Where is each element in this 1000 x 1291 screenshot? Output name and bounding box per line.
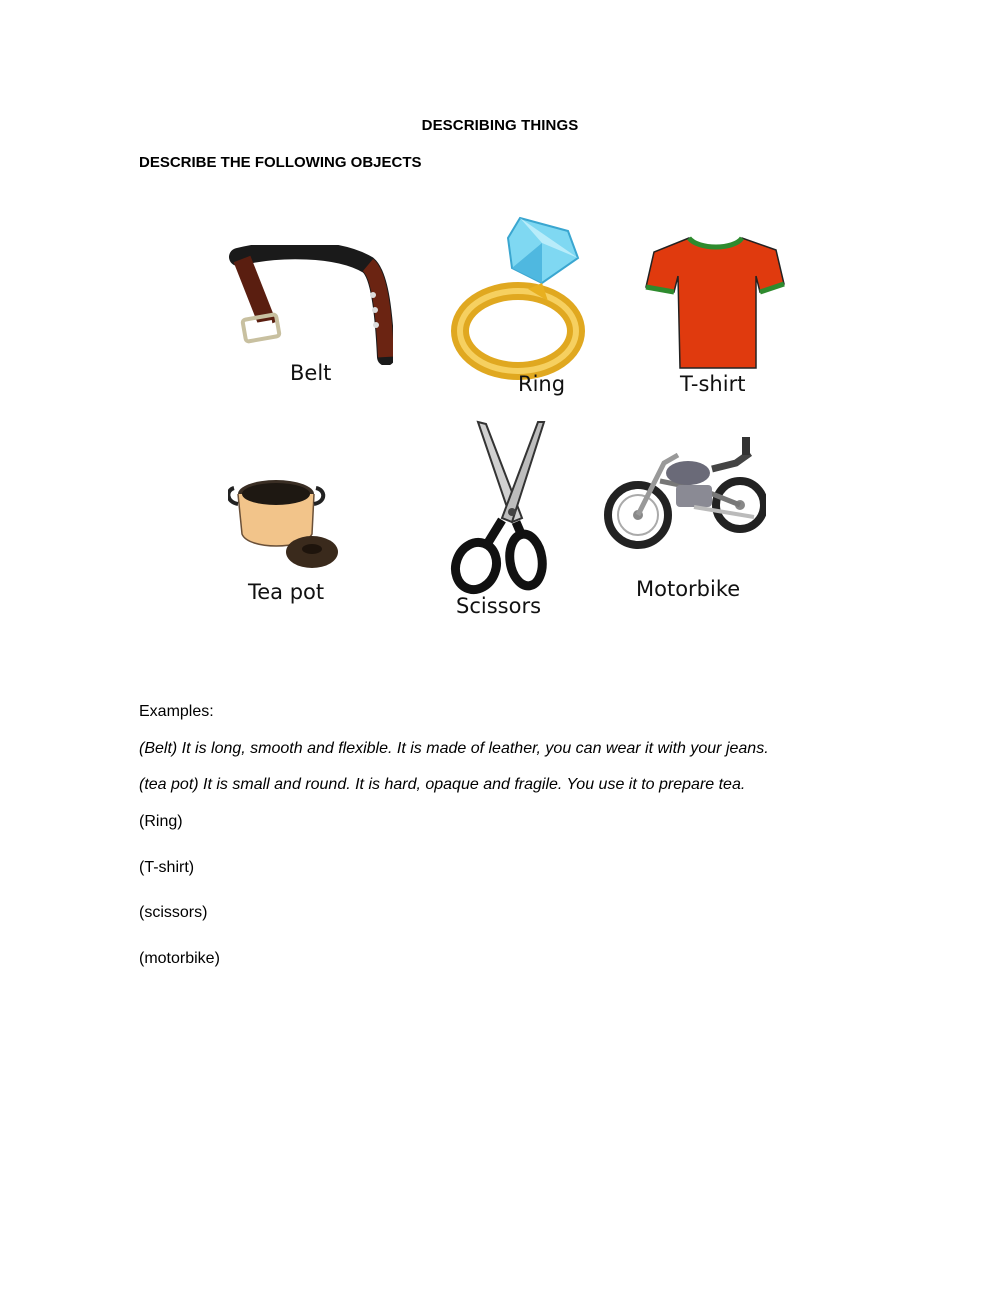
ring-icon [450, 213, 590, 383]
scissors-icon [450, 418, 552, 596]
example-tea-pot: (tea pot) It is small and round. It is hard, opaque and fragile. You use it to prepare tea. [139, 776, 746, 793]
instruction-heading: DESCRIBE THE FOLLOWING OBJECTS [139, 154, 422, 171]
examples-heading: Examples: [139, 703, 214, 720]
scissors-item [450, 418, 552, 618]
t-shirt-icon [644, 232, 786, 372]
page-title: DESCRIBING THINGS [421, 117, 579, 134]
belt-item [228, 245, 393, 385]
example-belt: (Belt) It is long, smooth and flexible. It is made of leather, you can wear it with your jeans. [139, 740, 769, 757]
motorbike-label: Motorbike [636, 577, 741, 601]
motorbike-item [604, 433, 766, 601]
tea-pot-item [228, 472, 343, 604]
ring-label: Ring [518, 372, 566, 396]
tea-pot-label: Tea pot [248, 580, 325, 604]
prompt-scissors: (scissors) [139, 904, 208, 921]
t-shirt-label: T-shirt [680, 372, 746, 396]
belt-icon [228, 245, 393, 365]
belt-label: Belt [290, 361, 332, 385]
motorbike-icon [604, 433, 766, 553]
scissors-label: Scissors [456, 594, 542, 618]
prompt-ring: (Ring) [139, 813, 183, 830]
prompt-motorbike: (motorbike) [139, 950, 220, 967]
prompt-t-shirt: (T-shirt) [139, 859, 195, 876]
ring-item [450, 213, 590, 396]
tea-pot-icon [228, 472, 343, 577]
t-shirt-item [644, 232, 786, 396]
